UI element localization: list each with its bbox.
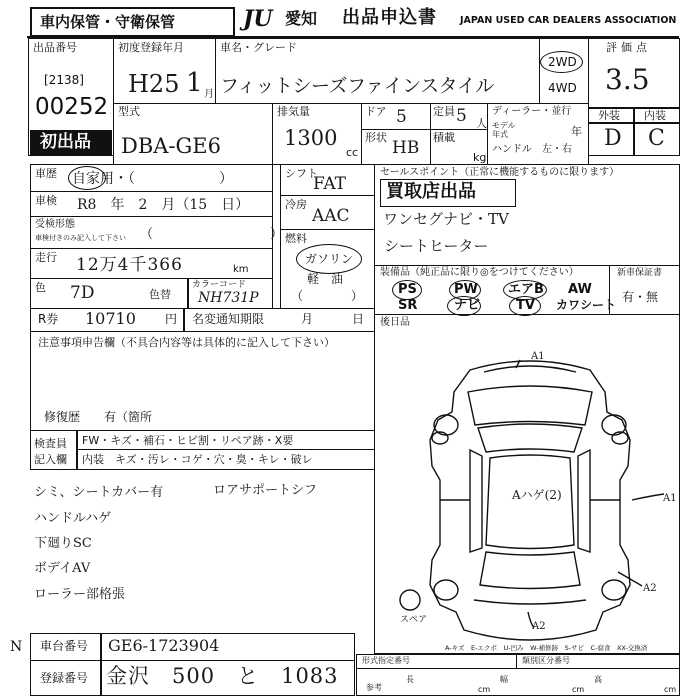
first-reg-unit: 月 [204,89,214,100]
color-code-value: NH731P [198,290,259,306]
ju-logo: JU [243,6,273,32]
lot-number: 00252 [35,94,109,120]
repair-label: 修復歴 有（箇所 [44,410,153,424]
note-line-1b: ロアサポートシフ [213,483,318,498]
equip-navi-circle [447,296,481,316]
type-spec-label: 形式指定番号 [362,656,410,665]
load-unit: kg [473,151,487,164]
drive-4wd[interactable]: 4WD [548,81,577,95]
note-line-4: ボデイAV [34,561,91,576]
note-line-5: ローラー部格張 [34,587,126,602]
car-name-value: フィットシーズファインスタイル [220,75,494,97]
receipt-value: （ ） [140,227,284,242]
history-label: 車歴 [35,167,57,180]
color-value: 7D [70,283,95,303]
sales-line-2: シートヒーター [384,237,489,255]
handle-label: ハンドル 左・右 [492,144,572,155]
model-label: 型式 [118,105,140,118]
mileage-value: 12万4千366 [76,255,183,275]
corner-mark: N [10,639,23,655]
dim-length: 長 [406,675,414,684]
note-line-3: 下廻りSC [34,536,92,551]
color-name-label: 色替 [149,288,171,301]
storage-tag-text: 車内保管・守衛保管 [40,13,176,31]
dim-height-unit: cm [664,685,677,694]
ac-value: AAC [312,206,350,226]
sales-label: セールスポイント（正常に機能するものに限ります） [380,167,620,178]
door-value: 5 [396,107,407,127]
equip-tv-circle [509,296,541,316]
first-reg-label: 初度登録年月 [118,41,184,54]
damage-legend: A-キズ E-エクボ U-凹み W-補修跡 S-サビ C-腐食 XX-交換済 [445,644,648,652]
storage-tag [30,7,235,37]
registration-value: 金沢 500 と 1083 [106,664,339,688]
equip-leather-seat[interactable]: カワシート [556,298,617,312]
fuel-circle [296,244,362,274]
note-line-2: ハンドルハゲ [34,511,112,526]
chassis-value: GE6-1723904 [108,636,220,655]
receipt-label: 受検形態 [35,219,75,230]
ac-label: 冷房 [285,198,307,211]
drive-2wd[interactable]: 2WD [548,55,577,69]
color-code-label: カラーコード [192,280,247,290]
sales-line-1: ワンセグナビ・TV [383,210,509,228]
year-unit: 年 [571,125,582,138]
class-label: 類別区分番号 [522,656,570,665]
seats-label: 定員 [433,105,455,118]
history-value: 自家用・（ ） [72,171,233,187]
inspector-label: 検査員 記入欄 [34,437,67,466]
ref-label: 参考 [366,683,382,692]
first-reg-year: 1 [186,68,203,98]
warranty-value: 有・無 [622,290,659,304]
car-name-label: 車名・グレード [220,41,297,54]
model-value: DBA-GE6 [121,134,221,158]
chassis-label: 車台番号 [40,639,89,653]
equip-sr[interactable]: SR [398,298,418,313]
check-row-1: FW・キズ・補石・ヒビ割・リペア跡・X要 [82,434,294,447]
form-subtitle: JAPAN USED CAR DEALERS ASSOCIATION [460,15,677,26]
equip-airbag[interactable]: エアB [508,282,544,297]
fuel-paren: （ ） [291,289,364,303]
seats-value: 5 [456,106,467,126]
interior-label: 内装 [644,109,666,122]
displacement-value: 1300 [284,126,338,150]
fuel-label: 燃料 [285,232,307,245]
recycle-unit: 円 [165,312,178,326]
exterior-label: 外装 [598,109,620,122]
interior-grade: C [648,126,665,151]
spare-label: スペア [400,615,428,625]
diagram-label: 後日品 [380,317,410,328]
expiry-day-unit: 日 [352,312,365,326]
recycle-value: 10710 [85,309,136,328]
damage-a2-bottom: A2 [532,621,546,632]
load-label: 積載 [433,131,455,144]
fuel-gasoline: ガソリン [305,252,354,266]
sales-stamp-text: 買取店出品 [386,181,476,202]
damage-a2-right: A2 [643,583,657,594]
expiry-label: 名変通知期限 [192,312,265,326]
inspection-value: R8 年 2 月（15 日） [77,197,250,213]
exterior-grade: D [604,126,622,151]
shift-value: FAT [313,174,347,194]
fuel-diesel: 軽 油 [307,272,344,286]
lot-label: 出品番号 [33,41,77,54]
first-listing-label: 初出品 [40,132,91,152]
damage-a1-top: A1 [531,351,545,362]
registration-label: 登録番号 [40,671,89,685]
dim-length-unit: cm [478,685,491,694]
seats-unit: 人 [476,117,487,130]
shift-label: シフト [285,167,318,180]
recycle-label: R券 [38,312,59,326]
damage-a1-right: A1 [663,493,677,504]
receipt-note: 車検付きのみ記入して下さい [35,234,126,242]
dim-height: 高 [594,675,602,684]
equip-tv[interactable]: TV [516,298,535,313]
displacement-unit: cc [346,146,359,159]
dim-width-unit: cm [572,685,585,694]
org-name: 愛知 [285,9,318,28]
displacement-label: 排気量 [277,105,310,118]
equipment-label: 装備品（純正品に限り◎をつけてください） [380,267,579,278]
notes-label: 注意事項申告欄（不具合内容等は具体的に記入して下さい） [38,336,335,349]
warranty-label: 新車保証書 [617,268,663,278]
equip-aw[interactable]: AW [568,282,592,297]
diagram-box [374,314,680,654]
equip-ps-circle [392,280,422,300]
history-circle [68,166,106,190]
score-label: 評価点 [606,41,651,54]
lot-small-number: [2138] [44,73,84,87]
color-label: 色 [35,281,46,294]
shape-value: HB [392,138,420,158]
form-title: 出品申込書 [342,7,437,28]
mileage-unit: km [233,264,249,275]
mileage-label: 走行 [35,251,57,264]
note-line-1: シミ、シートカバー有 [34,485,164,500]
interior-note: Aハゲ(2) [512,488,562,502]
inspection-label: 車検 [35,194,57,207]
score-value: 3.5 [605,63,650,96]
dealer-label: ディーラー・並行 [492,106,572,117]
model-year-label: モデル 年式 [492,121,516,140]
door-label: ドア [365,105,387,118]
expiry-month-unit: 月 [301,312,314,326]
dim-width: 幅 [500,675,508,684]
shape-label: 形状 [365,131,387,144]
equip-navi[interactable]: ナビ [454,298,481,313]
equip-ps[interactable]: PS [398,282,417,297]
check-row-2: 内装 キズ・汚レ・コゲ・穴・臭・キレ・破レ [82,453,313,466]
equip-pw[interactable]: PW [454,282,478,297]
first-reg-era: H25 [128,70,180,98]
